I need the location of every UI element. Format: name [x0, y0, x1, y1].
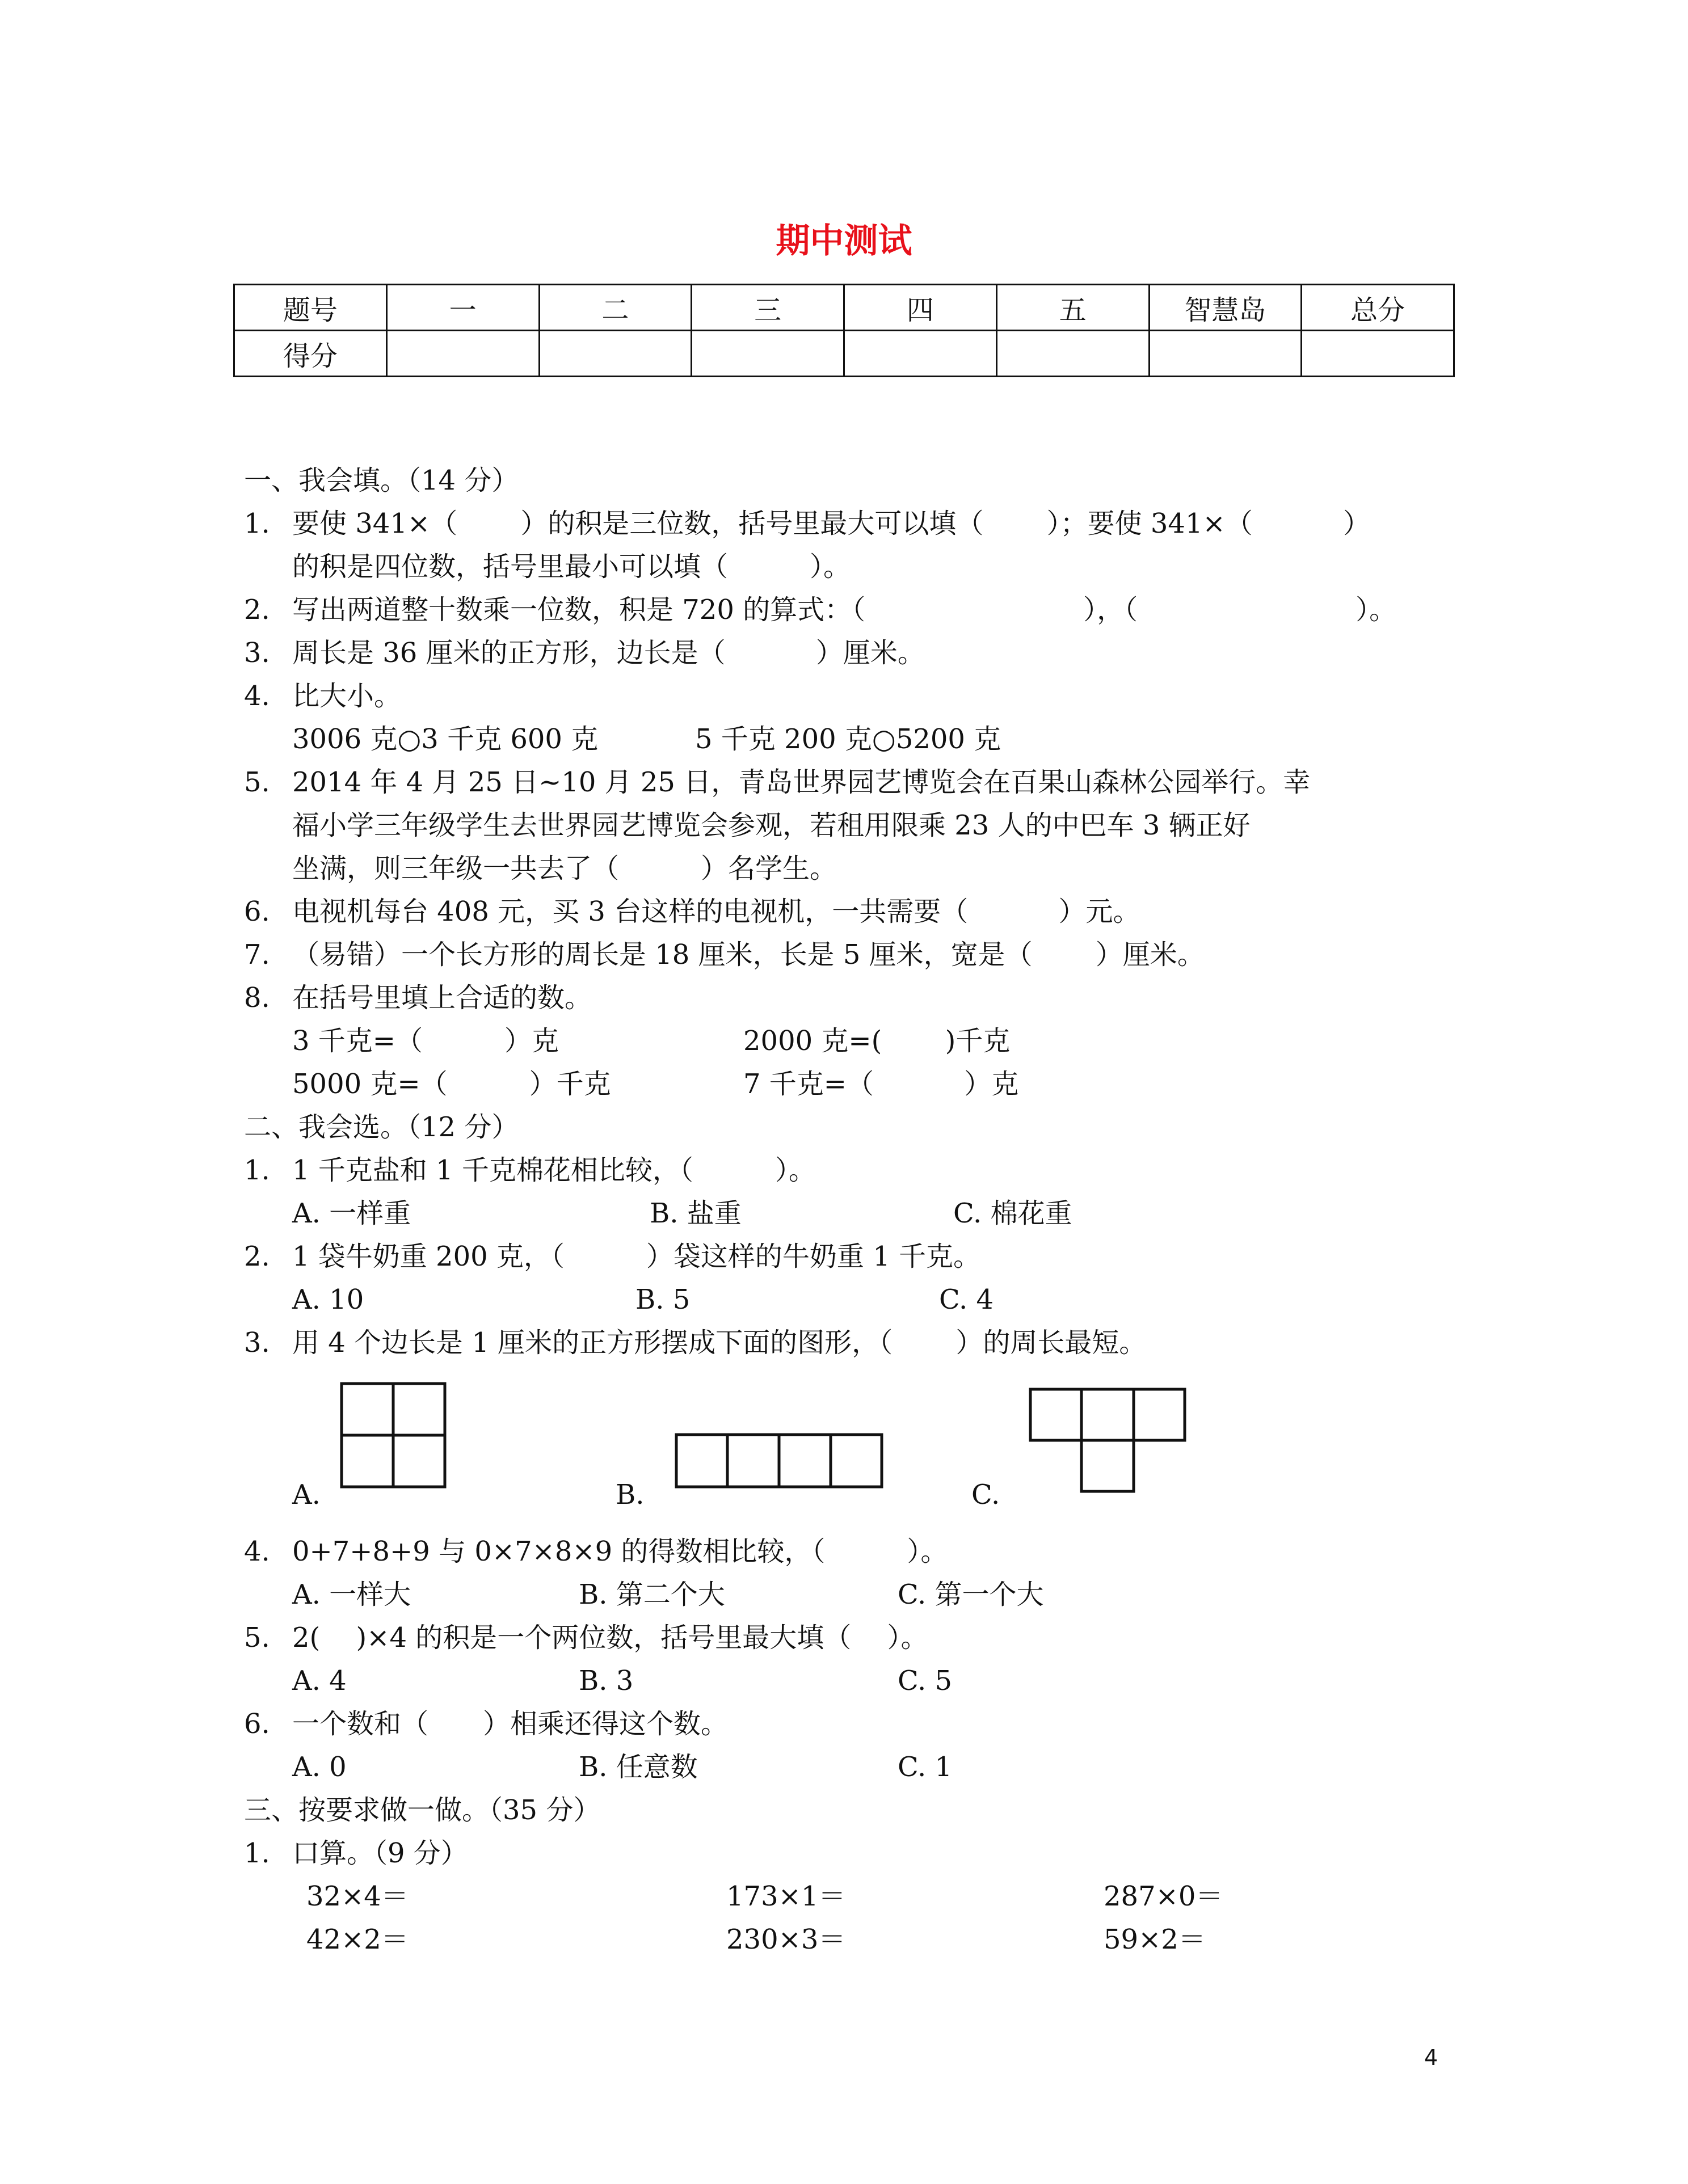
question-1-8-b: 2000 克=( )千克	[743, 1025, 1011, 1057]
question-number: 1.	[244, 508, 270, 539]
option-b[interactable]: B.	[616, 1479, 645, 1511]
section2-heading: 二、我会选。（12 分）	[244, 1111, 519, 1143]
question-number: 1.	[244, 1837, 270, 1869]
question-number: 5.	[244, 1622, 270, 1654]
option-b[interactable]: B. 5	[635, 1284, 691, 1316]
question-3-1: 口算。（9 分）	[292, 1837, 468, 1869]
question-1-6: 电视机每台 408 元，买 3 台这样的电视机，一共需要（ ）元。	[292, 896, 1140, 927]
section3-heading: 三、按要求做一做。（35 分）	[244, 1794, 601, 1826]
option-b[interactable]: B. 3	[579, 1665, 634, 1697]
question-2-4: 0+7+8+9 与 0×7×8×9 的得数相比较，（ ）。	[292, 1536, 948, 1567]
calc-item: 230×3＝	[726, 1924, 846, 1955]
figure-a-2x2-grid	[339, 1381, 447, 1489]
score-table	[233, 284, 1455, 377]
score-input-cell[interactable]	[692, 331, 844, 377]
option-c[interactable]: C. 5	[898, 1665, 953, 1697]
table-cell: 总分	[1302, 285, 1454, 331]
question-number: 1.	[244, 1154, 270, 1186]
question-1-8-a: 3 千克=（ ）克	[292, 1025, 559, 1057]
option-c[interactable]: C. 棉花重	[953, 1198, 1072, 1229]
section1-heading: 一、我会填。（14 分）	[244, 465, 519, 496]
question-2-2: 1 袋牛奶重 200 克，（ ）袋这样的牛奶重 1 千克。	[292, 1241, 980, 1272]
calc-item: 173×1＝	[726, 1881, 846, 1912]
question-number: 3.	[244, 637, 270, 669]
option-c[interactable]: C. 1	[898, 1751, 953, 1783]
figure-c-t-shape	[1028, 1387, 1187, 1495]
question-2-3: 用 4 个边长是 1 厘米的正方形摆成下面的图形，（ ）的周长最短。	[292, 1327, 1147, 1359]
figure-b-1x4-row	[674, 1432, 884, 1489]
calc-item: 287×0＝	[1104, 1881, 1223, 1912]
question-number: 4.	[244, 680, 270, 712]
question-1-8-c: 5000 克=（ ）千克	[292, 1068, 611, 1100]
question-number: 3.	[244, 1327, 270, 1359]
option-b[interactable]: B. 任意数	[579, 1751, 698, 1783]
score-input-cell[interactable]	[386, 331, 539, 377]
question-1-4: 比大小。	[292, 680, 402, 712]
question-2-6: 一个数和（ ）相乘还得这个数。	[292, 1708, 729, 1740]
score-table-score-row	[234, 331, 1454, 377]
calc-item: 32×4＝	[306, 1881, 409, 1912]
option-a[interactable]: A. 0	[292, 1751, 347, 1783]
question-1-5-line1: 2014 年 4 月 25 日~10 月 25 日，青岛世界园艺博览会在百果山森林公园举行。幸	[292, 766, 1311, 798]
question-number: 6.	[244, 1708, 270, 1740]
question-1-1-line2: 的积是四位数，括号里最小可以填（ ）。	[292, 551, 851, 583]
option-c[interactable]: C. 第一个大	[898, 1579, 1044, 1610]
option-c[interactable]: C.	[971, 1479, 1000, 1511]
question-2-1: 1 千克盐和 1 千克棉花相比较，（ ）。	[292, 1154, 816, 1186]
question-1-8-d: 7 千克=（ ）克	[743, 1068, 1019, 1100]
page-title: 期中测试	[776, 221, 912, 261]
score-input-cell[interactable]	[539, 331, 692, 377]
table-cell: 智慧岛	[1149, 285, 1302, 331]
calc-item: 59×2＝	[1104, 1924, 1206, 1955]
table-cell: 二	[539, 285, 692, 331]
table-cell: 题号	[234, 285, 387, 331]
question-1-7: （易错）一个长方形的周长是 18 厘米，长是 5 厘米，宽是（ ）厘米。	[292, 939, 1205, 971]
question-1-8: 在括号里填上合适的数。	[292, 982, 592, 1014]
question-1-3: 周长是 36 厘米的正方形，边长是（ ）厘米。	[292, 637, 925, 669]
score-input-cell[interactable]	[1302, 331, 1454, 377]
score-input-cell[interactable]	[1149, 331, 1302, 377]
question-1-5-line2: 福小学三年级学生去世界园艺博览会参观，若租用限乘 23 人的中巴车 3 辆正好	[292, 809, 1251, 841]
table-cell: 一	[386, 285, 539, 331]
option-a[interactable]: A. 一样重	[292, 1198, 411, 1229]
table-cell: 三	[692, 285, 844, 331]
option-b[interactable]: B. 第二个大	[579, 1579, 725, 1610]
table-cell: 五	[996, 285, 1149, 331]
option-a[interactable]: A. 10	[292, 1284, 364, 1316]
question-number: 7.	[244, 939, 270, 971]
question-number: 4.	[244, 1536, 270, 1567]
option-a[interactable]: A.	[292, 1479, 321, 1511]
question-number: 2.	[244, 1241, 270, 1272]
question-1-1-line1: 要使 341×（ ）的积是三位数，括号里最大可以填（ ）；要使 341×（ ）	[292, 508, 1370, 539]
score-input-cell[interactable]	[996, 331, 1149, 377]
question-number: 6.	[244, 896, 270, 927]
option-a[interactable]: A. 4	[292, 1665, 347, 1697]
score-input-cell[interactable]	[844, 331, 997, 377]
question-1-4-b: 5 千克 200 克○5200 克	[695, 723, 1001, 755]
page-number: 4	[1424, 2045, 1438, 2070]
calc-item: 42×2＝	[306, 1924, 409, 1955]
question-number: 5.	[244, 766, 270, 798]
question-1-4-a: 3006 克○3 千克 600 克	[292, 723, 599, 755]
table-cell: 四	[844, 285, 997, 331]
question-1-5-line3: 坐满，则三年级一共去了（ ）名学生。	[292, 853, 837, 884]
option-a[interactable]: A. 一样大	[292, 1579, 411, 1610]
option-c[interactable]: C. 4	[939, 1284, 994, 1316]
question-number: 2.	[244, 594, 270, 626]
score-table-header-row	[234, 285, 1454, 331]
question-number: 8.	[244, 982, 270, 1014]
question-2-5: 2( )×4 的积是一个两位数，括号里最大填（ ）。	[292, 1622, 928, 1654]
table-cell: 得分	[234, 331, 387, 377]
option-b[interactable]: B. 盐重	[650, 1198, 742, 1229]
question-1-2: 写出两道整十数乘一位数，积是 720 的算式：（ ），（ ）。	[292, 594, 1397, 626]
